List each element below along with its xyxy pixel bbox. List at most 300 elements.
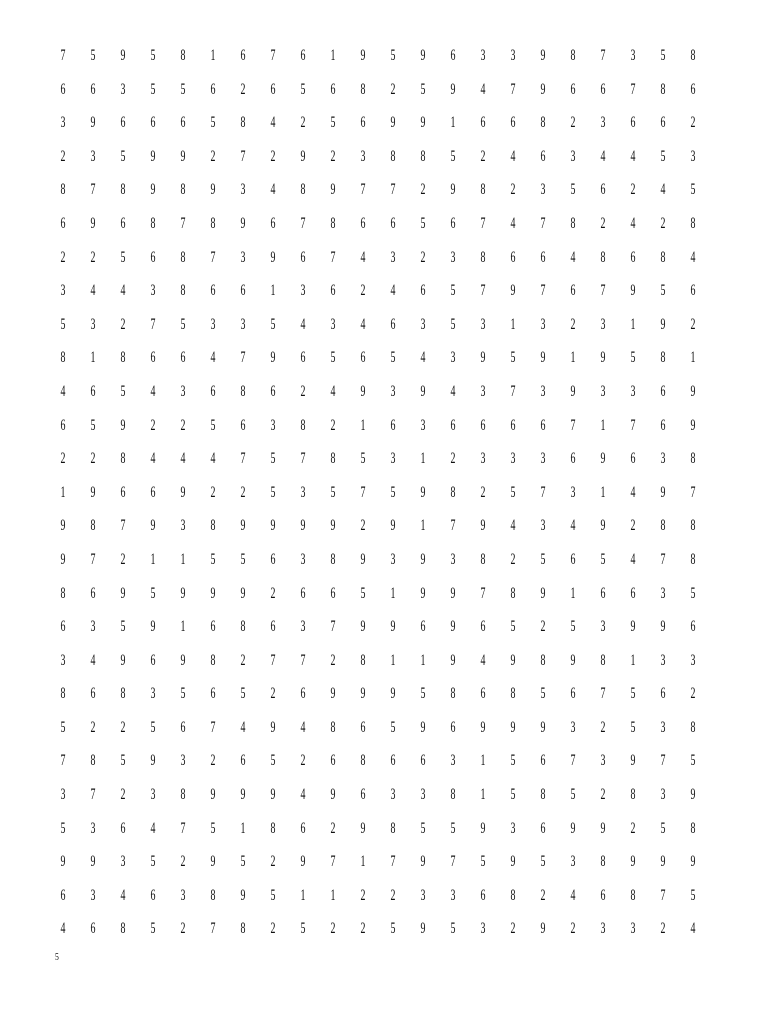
digit-cell: 5: [510, 618, 516, 636]
digit-cell: 1: [450, 114, 456, 132]
digit-cell: 6: [570, 282, 576, 300]
digit-cell: 6: [480, 886, 486, 904]
digit-cell: 6: [570, 450, 576, 468]
digit-cell: 3: [240, 181, 246, 199]
digit-cell: 6: [360, 349, 366, 367]
digit-cell: 2: [90, 248, 96, 266]
digit-cell: 9: [450, 651, 456, 669]
digit-cell: 7: [60, 47, 66, 64]
digit-row: [48, 46, 708, 80]
digit-cell: 7: [450, 853, 456, 871]
digit-cell: 9: [480, 718, 486, 736]
digit-cell: 8: [120, 349, 126, 367]
digit-cell: 8: [120, 685, 126, 703]
digit-cell: 3: [480, 47, 486, 64]
digit-cell: 5: [540, 550, 546, 568]
digit-cell: 5: [180, 80, 186, 98]
digit-cell: 6: [60, 214, 66, 232]
digit-cell: 2: [660, 920, 666, 938]
digit-cell: 9: [210, 584, 216, 602]
digit-cell: 4: [630, 550, 636, 568]
digit-cell: 7: [360, 181, 366, 199]
digit-cell: 1: [480, 752, 486, 770]
digit-cell: 2: [360, 920, 366, 938]
digit-cell: 7: [270, 651, 276, 669]
digit-cell: 1: [270, 282, 276, 300]
digit-cell: 3: [180, 517, 186, 535]
digit-cell: 5: [510, 349, 516, 367]
digit-cell: 6: [300, 685, 306, 703]
digit-cell: 6: [330, 752, 336, 770]
digit-cell: 9: [300, 517, 306, 535]
digit-cell: 5: [270, 886, 276, 904]
digit-cell: 2: [240, 483, 246, 501]
digit-cell: 7: [660, 752, 666, 770]
digit-cell: 7: [330, 618, 336, 636]
digit-cell: 1: [240, 819, 246, 837]
digit-cell: 7: [660, 886, 666, 904]
digit-cell: 8: [690, 214, 696, 232]
digit-cell: 8: [150, 214, 156, 232]
digit-cell: 6: [90, 382, 96, 400]
digit-cell: 1: [60, 483, 66, 501]
digit-cell: 4: [690, 920, 696, 938]
digit-cell: 3: [660, 718, 666, 736]
digit-cell: 3: [690, 147, 696, 165]
digit-cell: 9: [420, 718, 426, 736]
digit-cell: 3: [450, 349, 456, 367]
digit-cell: 4: [570, 517, 576, 535]
digit-cell: 3: [60, 651, 66, 669]
digit-cell: 3: [630, 920, 636, 938]
digit-cell: 3: [330, 315, 336, 333]
digit-cell: 3: [390, 450, 396, 468]
digit-cell: 8: [480, 181, 486, 199]
digit-row: [48, 281, 708, 315]
digit-cell: 5: [570, 181, 576, 199]
digit-cell: 9: [240, 786, 246, 804]
digit-cell: 5: [420, 685, 426, 703]
digit-cell: 8: [180, 282, 186, 300]
digit-cell: 5: [360, 584, 366, 602]
digit-cell: 9: [450, 618, 456, 636]
digit-cell: 7: [330, 853, 336, 871]
digit-cell: 6: [300, 349, 306, 367]
digit-cell: 8: [90, 752, 96, 770]
digit-cell: 5: [390, 47, 396, 64]
digit-cell: 8: [60, 584, 66, 602]
digit-cell: 5: [330, 349, 336, 367]
digit-cell: 4: [510, 517, 516, 535]
digit-cell: 4: [90, 651, 96, 669]
digit-cell: 9: [390, 618, 396, 636]
digit-cell: 8: [240, 920, 246, 938]
digit-cell: 8: [180, 47, 186, 64]
digit-cell: 2: [660, 214, 666, 232]
digit-cell: 6: [420, 282, 426, 300]
digit-cell: 1: [510, 315, 516, 333]
digit-cell: 3: [360, 147, 366, 165]
digit-cell: 9: [630, 853, 636, 871]
digit-cell: 8: [690, 517, 696, 535]
digit-cell: 3: [600, 315, 606, 333]
digit-row: [48, 180, 708, 214]
digit-cell: 2: [180, 416, 186, 434]
digit-cell: 4: [360, 315, 366, 333]
digit-cell: 6: [60, 886, 66, 904]
digit-cell: 9: [360, 47, 366, 64]
digit-cell: 3: [390, 550, 396, 568]
digit-cell: 4: [240, 718, 246, 736]
digit-cell: 9: [330, 786, 336, 804]
digit-cell: 6: [390, 315, 396, 333]
digit-cell: 8: [180, 248, 186, 266]
digit-cell: 5: [60, 718, 66, 736]
digit-cell: 2: [120, 315, 126, 333]
digit-cell: 3: [390, 382, 396, 400]
digit-cell: 1: [390, 584, 396, 602]
digit-cell: 2: [690, 315, 696, 333]
digit-cell: 8: [180, 786, 186, 804]
digit-cell: 9: [180, 483, 186, 501]
digit-cell: 4: [150, 382, 156, 400]
digit-cell: 6: [480, 416, 486, 434]
digit-cell: 4: [510, 214, 516, 232]
digit-cell: 5: [630, 349, 636, 367]
digit-cell: 3: [660, 786, 666, 804]
digit-cell: 5: [270, 315, 276, 333]
digit-row: [48, 449, 708, 483]
digit-cell: 9: [630, 752, 636, 770]
digit-cell: 9: [210, 786, 216, 804]
digit-cell: 2: [450, 450, 456, 468]
digit-cell: 3: [450, 550, 456, 568]
digit-cell: 5: [300, 920, 306, 938]
digit-cell: 4: [630, 214, 636, 232]
digit-cell: 5: [240, 853, 246, 871]
digit-cell: 8: [480, 550, 486, 568]
digit-row: [48, 516, 708, 550]
digit-cell: 8: [240, 114, 246, 132]
digit-cell: 3: [510, 47, 516, 64]
digit-cell: 3: [300, 282, 306, 300]
digit-cell: 5: [240, 550, 246, 568]
digit-cell: 9: [300, 853, 306, 871]
digit-cell: 1: [360, 416, 366, 434]
digit-cell: 6: [270, 80, 276, 98]
digit-cell: 6: [480, 114, 486, 132]
digit-cell: 9: [90, 214, 96, 232]
digit-cell: 4: [630, 147, 636, 165]
digit-cell: 6: [210, 685, 216, 703]
digit-cell: 9: [90, 114, 96, 132]
digit-cell: 6: [210, 80, 216, 98]
digit-cell: 2: [150, 416, 156, 434]
random-digit-table: [48, 46, 708, 953]
digit-cell: 7: [510, 80, 516, 98]
digit-cell: 6: [270, 214, 276, 232]
digit-cell: 5: [120, 382, 126, 400]
digit-cell: 3: [240, 248, 246, 266]
digit-cell: 9: [150, 618, 156, 636]
digit-cell: 3: [300, 483, 306, 501]
digit-cell: 2: [60, 450, 66, 468]
digit-cell: 5: [300, 80, 306, 98]
digit-cell: 8: [120, 450, 126, 468]
digit-cell: 7: [630, 80, 636, 98]
digit-cell: 6: [360, 114, 366, 132]
digit-cell: 8: [330, 718, 336, 736]
digit-cell: 3: [420, 886, 426, 904]
digit-cell: 1: [420, 450, 426, 468]
digit-cell: 2: [480, 147, 486, 165]
digit-cell: 6: [180, 114, 186, 132]
digit-cell: 3: [180, 382, 186, 400]
digit-cell: 2: [510, 550, 516, 568]
digit-cell: 1: [150, 550, 156, 568]
digit-cell: 6: [90, 920, 96, 938]
digit-cell: 7: [450, 517, 456, 535]
digit-cell: 8: [240, 382, 246, 400]
digit-cell: 7: [540, 214, 546, 232]
digit-cell: 1: [600, 416, 606, 434]
digit-cell: 7: [600, 685, 606, 703]
digit-cell: 9: [570, 651, 576, 669]
digit-cell: 8: [540, 651, 546, 669]
digit-cell: 4: [570, 886, 576, 904]
digit-cell: 8: [600, 651, 606, 669]
digit-row: [48, 584, 708, 618]
digit-cell: 3: [300, 618, 306, 636]
digit-cell: 8: [480, 248, 486, 266]
digit-cell: 2: [570, 920, 576, 938]
digit-cell: 9: [510, 282, 516, 300]
digit-cell: 2: [240, 651, 246, 669]
digit-cell: 3: [390, 786, 396, 804]
digit-cell: 8: [90, 517, 96, 535]
digit-cell: 9: [480, 517, 486, 535]
digit-cell: 3: [510, 450, 516, 468]
digit-cell: 6: [690, 80, 696, 98]
digit-cell: 4: [510, 147, 516, 165]
digit-cell: 3: [480, 920, 486, 938]
digit-cell: 3: [120, 80, 126, 98]
digit-cell: 8: [690, 450, 696, 468]
digit-cell: 7: [480, 282, 486, 300]
digit-cell: 3: [480, 382, 486, 400]
digit-cell: 5: [150, 853, 156, 871]
digit-cell: 8: [690, 819, 696, 837]
digit-cell: 3: [60, 786, 66, 804]
digit-cell: 4: [450, 382, 456, 400]
digit-cell: 6: [570, 80, 576, 98]
digit-cell: 7: [510, 382, 516, 400]
digit-row: [48, 785, 708, 819]
digit-cell: 7: [570, 416, 576, 434]
digit-cell: 9: [420, 47, 426, 64]
digit-cell: 7: [120, 517, 126, 535]
digit-cell: 9: [270, 248, 276, 266]
digit-cell: 7: [90, 181, 96, 199]
digit-cell: 5: [420, 80, 426, 98]
digit-cell: 5: [390, 349, 396, 367]
digit-cell: 2: [540, 618, 546, 636]
digit-cell: 6: [420, 618, 426, 636]
digit-cell: 8: [510, 584, 516, 602]
digit-cell: 9: [540, 47, 546, 64]
digit-cell: 2: [690, 685, 696, 703]
digit-cell: 9: [150, 181, 156, 199]
digit-cell: 3: [420, 786, 426, 804]
digit-cell: 4: [270, 114, 276, 132]
digit-cell: 2: [390, 886, 396, 904]
digit-cell: 9: [210, 853, 216, 871]
digit-cell: 7: [210, 920, 216, 938]
digit-cell: 4: [120, 886, 126, 904]
digit-row: [48, 315, 708, 349]
digit-cell: 2: [330, 920, 336, 938]
digit-cell: 3: [150, 786, 156, 804]
digit-cell: 9: [420, 550, 426, 568]
digit-cell: 8: [690, 550, 696, 568]
digit-cell: 6: [360, 214, 366, 232]
digit-cell: 6: [450, 718, 456, 736]
digit-cell: 2: [270, 853, 276, 871]
digit-cell: 2: [390, 80, 396, 98]
digit-cell: 8: [690, 47, 696, 64]
digit-cell: 1: [210, 47, 216, 64]
digit-cell: 7: [600, 47, 606, 64]
digit-cell: 4: [60, 920, 66, 938]
digit-cell: 9: [90, 853, 96, 871]
digit-cell: 9: [90, 483, 96, 501]
digit-cell: 7: [480, 584, 486, 602]
digit-cell: 4: [480, 651, 486, 669]
digit-cell: 5: [690, 181, 696, 199]
digit-cell: 7: [300, 651, 306, 669]
digit-cell: 6: [240, 282, 246, 300]
digit-cell: 5: [390, 920, 396, 938]
digit-cell: 6: [540, 819, 546, 837]
digit-cell: 8: [360, 752, 366, 770]
digit-cell: 9: [390, 685, 396, 703]
digit-cell: 3: [90, 618, 96, 636]
digit-cell: 6: [210, 618, 216, 636]
digit-cell: 3: [420, 315, 426, 333]
digit-cell: 4: [570, 248, 576, 266]
digit-cell: 9: [270, 718, 276, 736]
digit-cell: 6: [60, 618, 66, 636]
digit-cell: 7: [300, 450, 306, 468]
digit-row: [48, 113, 708, 147]
digit-cell: 9: [120, 416, 126, 434]
digit-cell: 3: [180, 886, 186, 904]
digit-cell: 2: [630, 181, 636, 199]
digit-cell: 6: [480, 685, 486, 703]
digit-cell: 5: [210, 114, 216, 132]
digit-cell: 5: [330, 483, 336, 501]
digit-cell: 6: [180, 349, 186, 367]
digit-cell: 9: [480, 819, 486, 837]
digit-cell: 8: [450, 685, 456, 703]
digit-cell: 6: [420, 752, 426, 770]
digit-cell: 6: [150, 651, 156, 669]
digit-cell: 5: [270, 752, 276, 770]
digit-cell: 9: [360, 685, 366, 703]
digit-cell: 8: [330, 550, 336, 568]
digit-cell: 8: [570, 214, 576, 232]
digit-cell: 7: [90, 550, 96, 568]
digit-cell: 8: [420, 147, 426, 165]
digit-cell: 3: [390, 248, 396, 266]
digit-cell: 1: [360, 853, 366, 871]
digit-cell: 8: [660, 349, 666, 367]
digit-cell: 1: [690, 349, 696, 367]
digit-cell: 9: [390, 517, 396, 535]
digit-cell: 9: [570, 819, 576, 837]
digit-cell: 9: [630, 282, 636, 300]
digit-cell: 6: [120, 483, 126, 501]
digit-cell: 5: [270, 450, 276, 468]
digit-cell: 8: [600, 853, 606, 871]
digit-cell: 6: [450, 47, 456, 64]
digit-cell: 9: [660, 618, 666, 636]
digit-cell: 6: [570, 550, 576, 568]
digit-cell: 3: [600, 382, 606, 400]
digit-cell: 7: [180, 214, 186, 232]
digit-cell: 7: [540, 483, 546, 501]
digit-cell: 5: [570, 618, 576, 636]
digit-cell: 9: [330, 181, 336, 199]
digit-cell: 3: [270, 416, 276, 434]
digit-cell: 2: [360, 517, 366, 535]
digit-cell: 6: [300, 584, 306, 602]
digit-row: [48, 718, 708, 752]
digit-cell: 5: [660, 147, 666, 165]
digit-cell: 9: [420, 853, 426, 871]
digit-cell: 9: [270, 786, 276, 804]
digit-cell: 5: [540, 685, 546, 703]
digit-cell: 5: [120, 147, 126, 165]
digit-cell: 3: [60, 282, 66, 300]
digit-cell: 5: [180, 685, 186, 703]
digit-cell: 6: [90, 685, 96, 703]
digit-cell: 4: [300, 718, 306, 736]
digit-cell: 9: [450, 80, 456, 98]
digit-cell: 3: [120, 853, 126, 871]
digit-cell: 4: [330, 382, 336, 400]
digit-cell: 9: [480, 349, 486, 367]
digit-cell: 3: [450, 886, 456, 904]
digit-cell: 8: [60, 685, 66, 703]
digit-cell: 1: [480, 786, 486, 804]
digit-cell: 3: [510, 819, 516, 837]
digit-cell: 2: [300, 382, 306, 400]
digit-cell: 8: [60, 349, 66, 367]
digit-cell: 5: [180, 315, 186, 333]
digit-cell: 9: [360, 382, 366, 400]
digit-cell: 9: [180, 147, 186, 165]
digit-cell: 3: [630, 382, 636, 400]
digit-cell: 7: [390, 181, 396, 199]
digit-cell: 4: [480, 80, 486, 98]
digit-cell: 5: [660, 47, 666, 64]
digit-cell: 8: [540, 114, 546, 132]
digit-cell: 6: [660, 416, 666, 434]
digit-cell: 2: [510, 920, 516, 938]
digit-cell: 6: [450, 416, 456, 434]
digit-cell: 4: [150, 450, 156, 468]
